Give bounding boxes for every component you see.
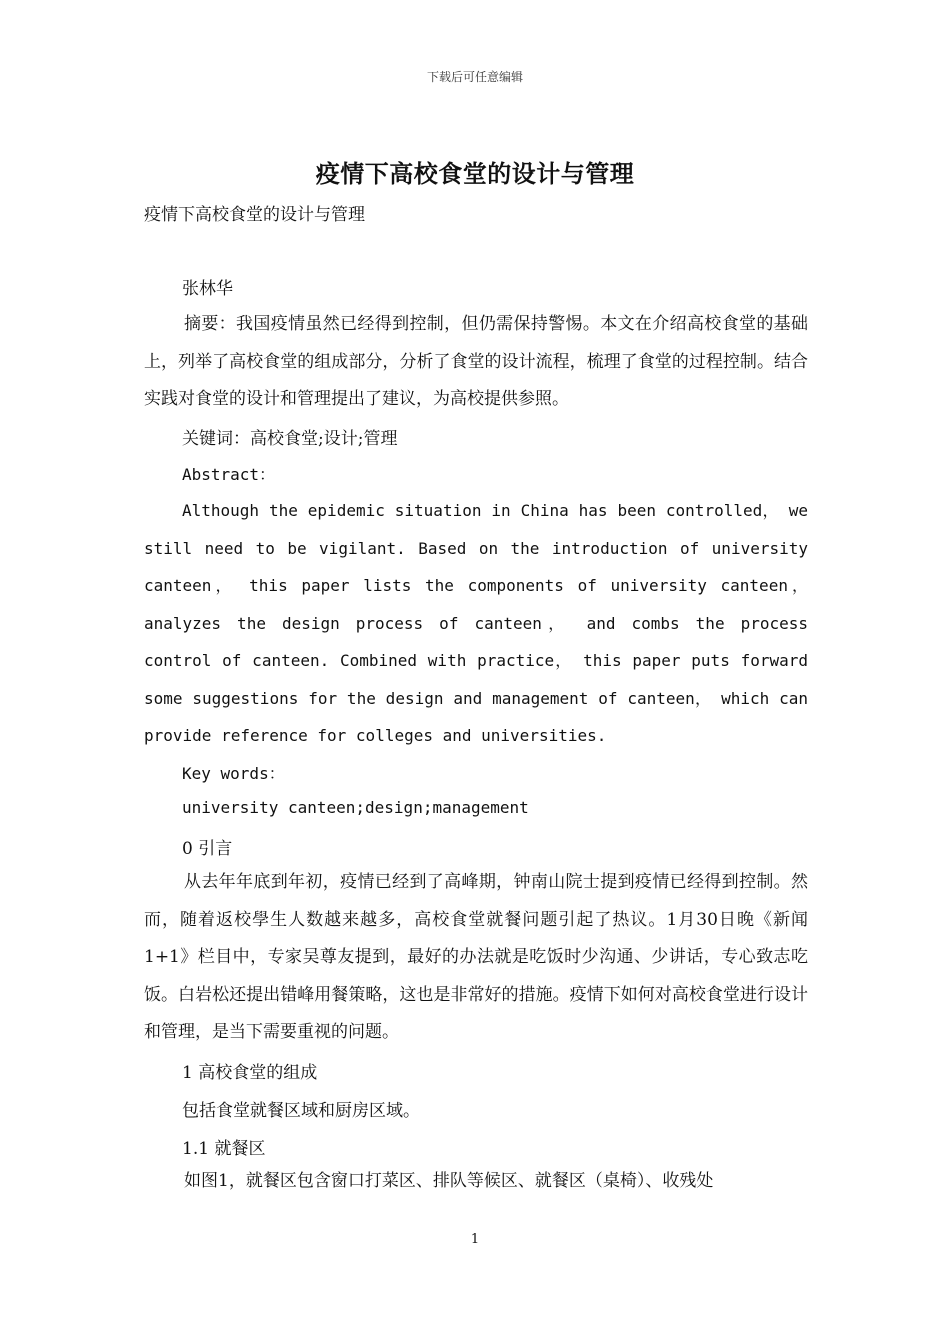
keywords-chinese: 关键词：高校食堂;设计;管理: [182, 429, 398, 449]
abstract-english-label: Abstract：: [182, 465, 276, 484]
page-header-note: 下载后可任意编辑: [426, 70, 523, 84]
page-number: 1: [470, 1232, 480, 1247]
section-1-heading: 1 高校食堂的组成: [182, 1063, 318, 1083]
keywords-english-label: Key words：: [182, 764, 285, 783]
section-1-1-heading: 1.1 就餐区: [182, 1139, 266, 1159]
abstract-english: Although the epidemic situation in China has been controlled， we still need to be vigilant. Based on the introduction of university canteen， this paper lists the components of university canteen， analyzes the design process of canteen， and combs the process control of canteen. Combined with practice， this paper puts forward some suggestions for the design and management of canteen， which can provide reference for colleges and universities.: [144, 501, 808, 745]
section-0-paragraph: 从去年年底到年初，疫情已经到了高峰期，钟南山院士提到疫情已经得到控制。然而，随着返校學生人数越来越多，高校食堂就餐问题引起了热议。1月30日晚《新闻1+1》栏目中，专家吴尊友提到，最好的办法就是吃饭时少沟通、少讲话，专心致志吃饭。白岩松还提出错峰用餐策略，这也是非常好的措施。疫情下如何对高校食堂进行设计和管理，是当下需要重视的问题。: [144, 872, 808, 1042]
author-name: 张林华: [182, 279, 233, 299]
section-1-1-paragraph: 如图1，就餐区包含窗口打菜区、排队等候区、就餐区（桌椅）、收残处: [184, 1171, 714, 1191]
document-subtitle: 疫情下高校食堂的设计与管理: [144, 205, 365, 225]
section-0-heading: 0 引言: [182, 839, 233, 859]
keywords-english: university canteen;design;management: [182, 798, 529, 817]
document-title: 疫情下高校食堂的设计与管理: [315, 159, 635, 188]
section-1-paragraph: 包括食堂就餐区域和厨房区域。: [182, 1101, 420, 1121]
abstract-chinese: 摘要：我国疫情虽然已经得到控制，但仍需保持警惕。本文在介绍高校食堂的基础上，列举了高校食堂的组成部分，分析了食堂的设计流程，梳理了食堂的过程控制。结合实践对食堂的设计和管理提出了建议，为高校提供参照。: [144, 314, 808, 409]
